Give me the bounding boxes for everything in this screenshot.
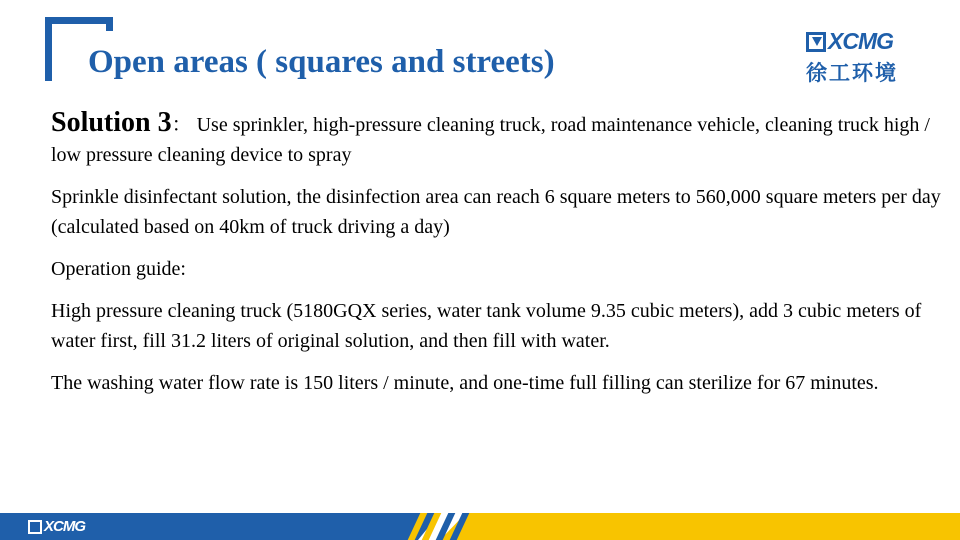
footer-yellow-band [440,513,960,540]
brand-logo [806,28,918,87]
disinfection-area-paragraph: Sprinkle disinfectant solution, the disinfection area can reach 6 square meters to 560,000 square meters per day (calculated based on 40km of truck driving a day) [51,186,941,238]
brand-logo-text: XCMG [828,28,893,54]
flow-rate-paragraph: The washing water flow rate is 150 liters / minute, and one-time full filling can sterilize for 67 minutes. [51,372,879,394]
solution-text: Use sprinkler, high-pressure cleaning truck, road maintenance vehicle, cleaning truck high / low pressure cleaning device to spray [51,114,930,166]
brand-logo-chinese: 徐工环境 [806,61,898,85]
solution-paragraph [51,108,951,170]
xcmg-footer-logo-icon [28,520,42,534]
xcmg-logo-icon [806,32,826,52]
footer-logo-text: XCMG [44,518,85,535]
solution-colon: ： [171,114,192,136]
cleaning-truck-paragraph: High pressure cleaning truck (5180GQX series, water tank volume 9.35 cubic meters), add 3 cubic meters of water first, fill 31.2 liters of original solution, and then fill with water. [51,300,922,352]
footer-logo [28,518,85,535]
slide-body [51,108,951,410]
solution-heading: Solution 3 [51,107,172,138]
operation-guide-heading: Operation guide: [51,258,186,280]
page-title: Open areas ( squares and streets) [88,44,555,80]
footer-bar [0,513,960,540]
